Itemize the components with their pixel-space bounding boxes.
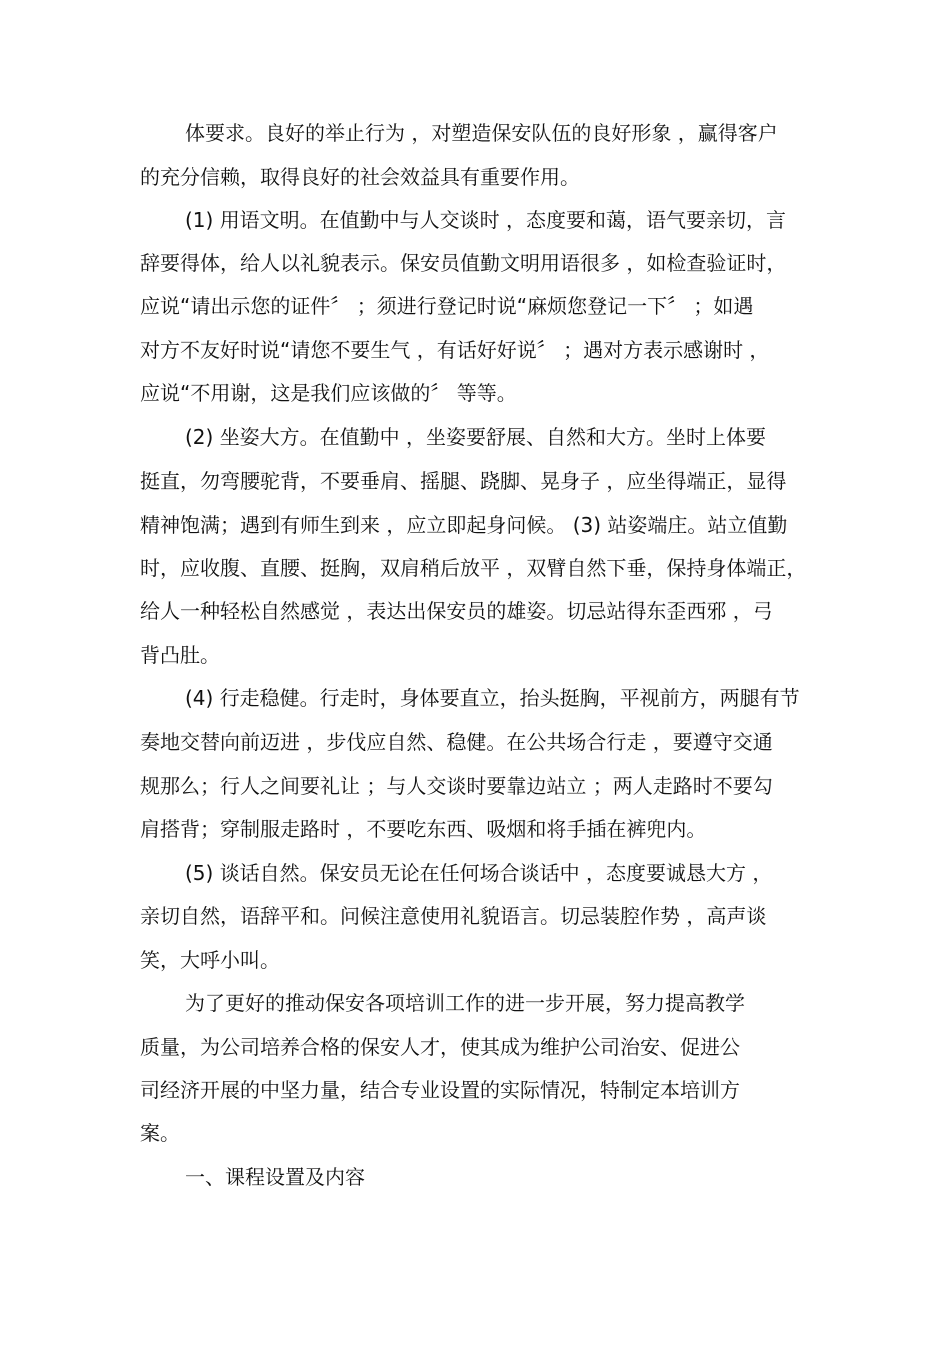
section-heading: 一、课程设置及内容 — [185, 1165, 365, 1189]
text-line: (4) 行走稳健。行走时，身体要直立，抬头挺胸，平视前方，两腿有节 — [185, 686, 800, 710]
text-line: 质量，为公司培养合格的保安人才，使其成为维护公司治安、促进公 — [140, 1035, 740, 1059]
text-line: 笑，大呼小叫。 — [140, 948, 280, 972]
text-line: 给人一种轻松自然感觉 ，表达出保安员的雄姿。切忌站得东歪西邪 ，弓 — [140, 599, 773, 623]
text-line: 挺直，勿弯腰驼背，不要垂肩、摇腿、跷脚、晃身子 ，应坐得端正，显得 — [140, 469, 787, 493]
text-line: 体要求。良好的举止行为 ，对塑造保安队伍的良好形象 ，赢得客户 — [185, 121, 778, 145]
text-line: (2) 坐姿大方。在值勤中 ，坐姿要舒展、自然和大方。坐时上体要 — [185, 425, 767, 449]
text-line: 案。 — [140, 1121, 180, 1145]
text-line: 应说“请出示您的证件〞 ；须进行登记时说“麻烦您登记一下〞 ；如遇 — [140, 294, 754, 318]
text-line: 精神饱满；遇到有师生到来 ，应立即起身问候。 (3) 站姿端庄。站立值勤 — [140, 513, 788, 537]
text-line: 肩搭背；穿制服走路时 ，不要吃东西、吸烟和将手插在裤兜内。 — [140, 817, 707, 841]
text-line: 规那么；行人之间要礼让 ；与人交谈时要靠边站立 ；两人走路时不要勾 — [140, 774, 773, 798]
text-line: 应说“不用谢，这是我们应该做的〞 等等。 — [140, 381, 517, 405]
text-line: 时，应收腹、直腰、挺胸，双肩稍后放平 ，双臂自然下垂，保持身体端正， — [140, 556, 807, 580]
text-line: 的充分信赖，取得良好的社会效益具有重要作用。 — [140, 165, 580, 189]
text-line: 背凸肚。 — [140, 643, 220, 667]
text-line: 辞要得体，给人以礼貌表示。保安员值勤文明用语很多 ，如检查验证时， — [140, 251, 787, 275]
text-line: 司经济开展的中坚力量，结合专业设置的实际情况，特制定本培训方 — [140, 1078, 740, 1102]
text-line: 对方不友好时说“请您不要生气 ，有话好好说〞 ；遇对方表示感谢时 ， — [140, 338, 770, 362]
text-line: (5) 谈话自然。保安员无论在任何场合谈话中 ，态度要诚恳大方 ， — [185, 861, 773, 885]
text-line: 亲切自然，语辞平和。问候注意使用礼貌语言。切忌装腔作势 ，高声谈 — [140, 904, 767, 928]
text-line: (1) 用语文明。在值勤中与人交谈时 ，态度要和蔼，语气要亲切，言 — [185, 208, 787, 232]
text-line: 为了更好的推动保安各项培训工作的进一步开展，努力提高教学 — [185, 991, 745, 1015]
text-line: 奏地交替向前迈进 ，步伐应自然、稳健。在公共场合行走 ，要遵守交通 — [140, 730, 773, 754]
